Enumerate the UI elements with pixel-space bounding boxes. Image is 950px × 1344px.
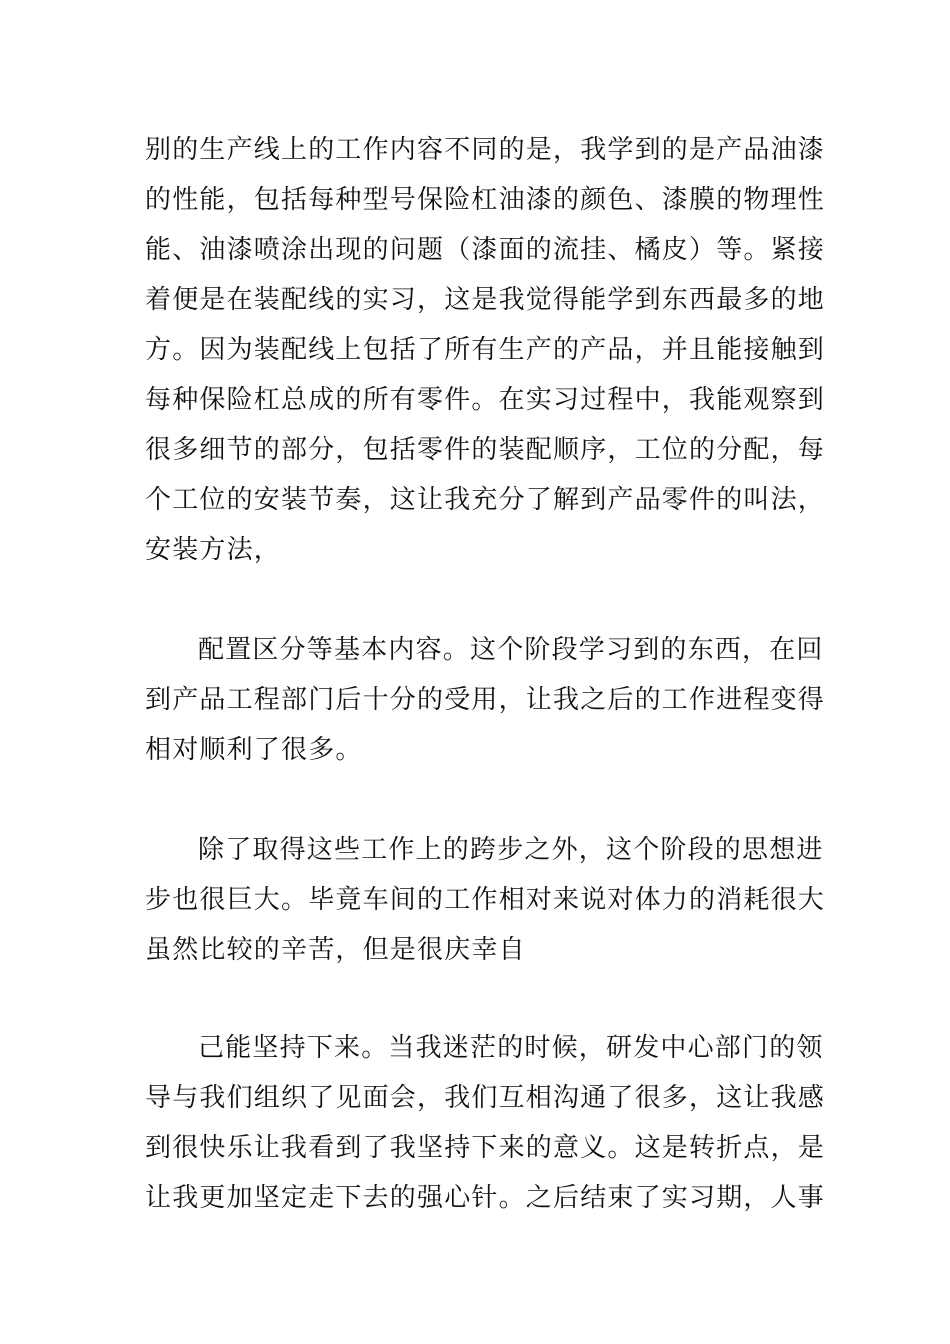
paragraph-1-line-8: 个工位的安装节奏，这让我充分了解到产品零件的叫法， [145, 485, 826, 515]
paragraph-1-line-7: 很多细节的部分，包括零件的装配顺序，工位的分配，每 [145, 435, 826, 465]
paragraph-4-line-1: 己能坚持下来。当我迷茫的时候，研发中心部门的领 [198, 1033, 824, 1063]
paragraph-4-line-4: 让我更加坚定走下去的强心针。之后结束了实习期，人事 [145, 1183, 826, 1213]
paragraph-3-line-2: 步也很巨大。毕竟车间的工作相对来说对体力的消耗很大 [145, 885, 826, 915]
paragraph-1-line-6: 每种保险杠总成的所有零件。在实习过程中，我能观察到 [145, 385, 826, 415]
paragraph-1-line-2: 的性能，包括每种型号保险杠油漆的颜色、漆膜的物理性 [145, 185, 826, 215]
paragraph-2-line-1: 配置区分等基本内容。这个阶段学习到的东西，在回 [198, 635, 824, 665]
paragraph-1-line-9: 安装方法， [145, 535, 282, 565]
paragraph-4-line-2: 导与我们组织了见面会，我们互相沟通了很多，这让我感 [145, 1083, 826, 1113]
paragraph-3-line-3: 虽然比较的辛苦，但是很庆幸自 [145, 935, 526, 965]
paragraph-2-line-2: 到产品工程部门后十分的受用，让我之后的工作进程变得 [145, 685, 826, 715]
paragraph-1-line-4: 着便是在装配线的实习，这是我觉得能学到东西最多的地 [145, 285, 826, 315]
paragraph-2-line-3: 相对顺利了很多。 [145, 735, 363, 765]
paragraph-3-line-1: 除了取得这些工作上的跨步之外，这个阶段的思想进 [198, 835, 824, 865]
paragraph-1-line-1: 别的生产线上的工作内容不同的是，我学到的是产品油漆 [145, 135, 826, 165]
paragraph-4-line-3: 到很快乐让我看到了我坚持下来的意义。这是转折点，是 [145, 1133, 826, 1163]
paragraph-1-line-5: 方。因为装配线上包括了所有生产的产品，并且能接触到 [145, 335, 826, 365]
paragraph-1-line-3: 能、油漆喷涂出现的问题（漆面的流挂、橘皮）等。紧接 [145, 235, 826, 265]
